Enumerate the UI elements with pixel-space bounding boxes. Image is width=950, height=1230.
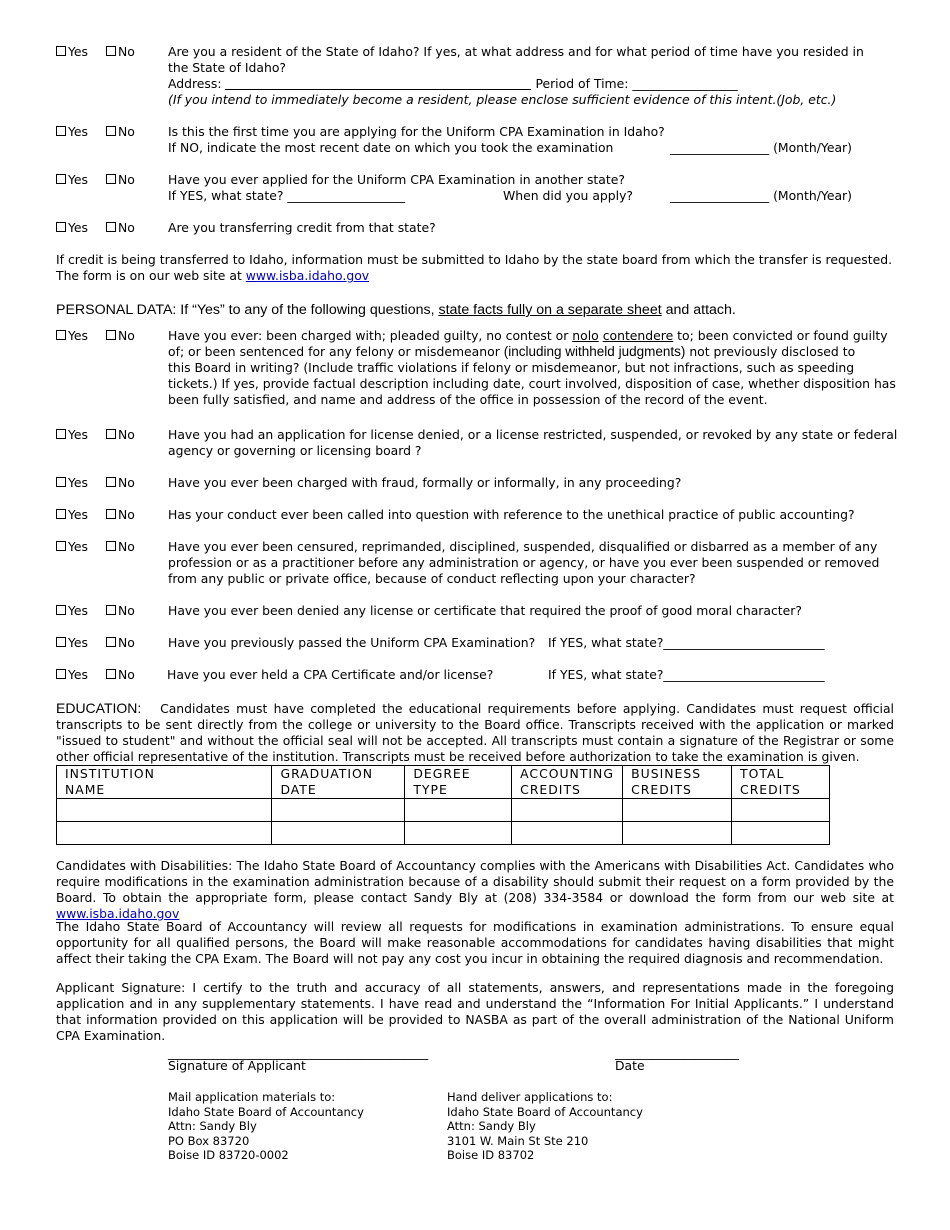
table-cell[interactable] (512, 799, 623, 822)
other-state-date-field[interactable]: ________________ (Month/Year) (670, 188, 852, 203)
checkbox-icon[interactable] (106, 46, 116, 56)
checkbox-icon[interactable] (106, 669, 116, 679)
table-row (57, 822, 830, 845)
checkbox-icon[interactable] (56, 126, 66, 136)
held-cpa-question: Have you ever held a CPA Certificate and/or license? (167, 667, 494, 682)
checkbox-icon[interactable] (106, 174, 116, 184)
yes-no-transfer[interactable]: Yes No (56, 220, 156, 235)
isba-website-link[interactable]: www.isba.idaho.gov (245, 268, 370, 283)
signature-label: Signature of Applicant (168, 1058, 306, 1073)
checkbox-icon[interactable] (56, 46, 66, 56)
table-cell[interactable] (272, 799, 405, 822)
yes-no-license-denied[interactable]: Yes No (56, 427, 156, 442)
disabilities-section: Candidates with Disabilities: The Idaho State Board of Accountancy complies with the Americans with Disabilities Act. Candidates who require modifications in the examination administration because of a disability should submit their request on a form provided by the Board. To obtain the appropriate form, please contact Sandy Bly at (208) 334-3584 or download the form from our web site at www.isba.idaho.gov (56, 858, 894, 921)
mail-address-block: Mail application materials to: Idaho State Board of Accountancy Attn: Sandy Bly PO Box 83720 Boise ID 83720-0002 (168, 1090, 364, 1162)
yes-no-first-time[interactable]: Yes No (56, 124, 156, 139)
checkbox-icon[interactable] (56, 330, 66, 340)
yes-no-moral-character[interactable]: Yes No (56, 603, 156, 618)
checkbox-icon[interactable] (106, 222, 116, 232)
table-row (57, 799, 830, 822)
residency-question: Are you a resident of the State of Idaho? If yes, at what address and for what period of time have you resided in the State of Idaho? Address: Period of Time: _________________ (If you intend to immediately become a resident, please enclose sufficient evidence of this intent.(Job, etc.) (168, 44, 864, 107)
when-apply-label: When did you apply? (503, 188, 634, 203)
checkbox-icon[interactable] (56, 605, 66, 615)
checkbox-icon[interactable] (56, 222, 66, 232)
conduct-question: Has your conduct ever been called into question with reference to the unethical practice of public accounting? (168, 507, 855, 522)
checkbox-icon[interactable] (56, 541, 66, 551)
table-cell[interactable] (732, 799, 830, 822)
moral-character-question: Have you ever been denied any license or certificate that required the proof of good moral character? (168, 603, 802, 618)
applicant-signature-statement: Applicant Signature: I certify to the truth and accuracy of all statements, answers, and representations made in the foregoing application and in any supplementary statements. I have read and understand the “Information For Initial Applicants.” I understand that information provided on this application will be provided to NASBA as part of the overall administration of the National Uniform CPA Examination. (56, 980, 894, 1043)
yes-no-charged[interactable]: Yes No (56, 328, 156, 343)
education-table-header (57, 766, 830, 799)
checkbox-icon[interactable] (56, 669, 66, 679)
col-graduation-date: GRADUATION DATE (272, 766, 405, 799)
transfer-info: If credit is being transferred to Idaho, information must be submitted to Idaho by the state board from which the transfer is requested. The form is on our web site at www.isba.idaho.gov (56, 252, 893, 283)
hand-deliver-address-block: Hand deliver applications to: Idaho State Board of Accountancy Attn: Sandy Bly 3101 W. Main St Ste 210 Boise ID 83702 (447, 1090, 643, 1162)
disabilities-review: The Idaho State Board of Accountancy will review all requests for modifications in examination administrations. To ensure equal opportunity for all qualified persons, the Board will make reasonable accommodations for candidates having disabilities that might affect their taking the CPA Exam. The Board will not pay any cost you incur in obtaining the required diagnosis and recommendation. (56, 919, 894, 966)
checkbox-icon[interactable] (106, 477, 116, 487)
checkbox-icon[interactable] (56, 509, 66, 519)
col-institution-name: INSTITUTION NAME (57, 766, 272, 799)
col-degree-type: DEGREE TYPE (405, 766, 512, 799)
checkbox-icon[interactable] (106, 429, 116, 439)
fraud-question: Have you ever been charged with fraud, formally or informally, in any proceeding? (168, 475, 682, 490)
personal-data-heading: PERSONAL DATA: If “Yes” to any of the following questions, state facts fully on a separate sheet and attach. (56, 302, 736, 318)
table-cell[interactable] (57, 799, 272, 822)
passed-cpa-state-field[interactable]: If YES, what state?__________________________ (548, 635, 825, 650)
table-cell[interactable] (57, 822, 272, 845)
yes-no-other-state[interactable]: Yes No (56, 172, 156, 187)
table-cell[interactable] (512, 822, 623, 845)
checkbox-icon[interactable] (56, 174, 66, 184)
yes-no-censured[interactable]: Yes No (56, 539, 156, 554)
col-accounting-credits: ACCOUNTING CREDITS (512, 766, 623, 799)
yes-no-held-cpa[interactable]: Yes No (56, 667, 156, 682)
checkbox-icon[interactable] (106, 330, 116, 340)
held-cpa-state-field[interactable]: If YES, what state?__________________________ (548, 667, 825, 682)
date-label: Date (615, 1058, 645, 1073)
license-denied-question: Have you had an application for license denied, or a license restricted, suspended, or revoked by any state or federal agency or governing or licensing board ? (168, 427, 898, 458)
address-field[interactable] (225, 77, 531, 90)
charged-question: Have you ever: been charged with; pleaded guilty, no contest or nolo contendere to; been convicted or found guilty of; or been sentenced for any felony or misdemeanor (including withheld judgments) not previously disclosed to this Board in writing? (Include traffic violations if felony or misdemeanor, but not infractions, such as speeding tickets.) If yes, provide factual description including date, court involved, disposition of case, whether disposition has been fully satisfied, and name and address of the office in possession of the record of the event. (168, 328, 896, 407)
period-of-time-field[interactable]: Period of Time: _________________ (535, 76, 738, 91)
isba-website-link[interactable]: www.isba.idaho.gov (56, 906, 180, 921)
transfer-question: Are you transferring credit from that state? (168, 220, 436, 235)
table-cell[interactable] (405, 822, 512, 845)
yes-no-conduct[interactable]: Yes No (56, 507, 156, 522)
table-cell[interactable] (623, 799, 732, 822)
table-cell[interactable] (732, 822, 830, 845)
table-cell[interactable] (272, 822, 405, 845)
checkbox-icon[interactable] (56, 429, 66, 439)
censured-question: Have you ever been censured, reprimanded, disciplined, suspended, disqualified or disbarred as a member of any profession or as a practitioner before any administration or agency, or have you ever been suspended or removed from any public or private office, because of conduct reflecting upon your character? (168, 539, 880, 586)
checkbox-icon[interactable] (106, 126, 116, 136)
col-business-credits: BUSINESS CREDITS (623, 766, 732, 799)
checkbox-icon[interactable] (106, 637, 116, 647)
yes-no-passed-cpa[interactable]: Yes No (56, 635, 156, 650)
col-total-credits: TOTAL CREDITS (732, 766, 830, 799)
education-table (56, 765, 830, 845)
first-time-date-field[interactable]: ________________ (Month/Year) (670, 140, 852, 155)
checkbox-icon[interactable] (106, 605, 116, 615)
yes-no-fraud[interactable]: Yes No (56, 475, 156, 490)
signature-field[interactable]: __________________________________________ (168, 1045, 429, 1060)
checkbox-icon[interactable] (56, 637, 66, 647)
date-field[interactable]: ____________________ (615, 1045, 739, 1060)
checkbox-icon[interactable] (106, 509, 116, 519)
table-cell[interactable] (623, 822, 732, 845)
other-state-question: Have you ever applied for the Uniform CPA Examination in another state? If YES, what state? ___________________ (168, 172, 625, 203)
checkbox-icon[interactable] (106, 541, 116, 551)
yes-no-residency[interactable]: Yes No (56, 44, 156, 59)
passed-cpa-question: Have you previously passed the Uniform CPA Examination? (168, 635, 536, 650)
table-cell[interactable] (405, 799, 512, 822)
checkbox-icon[interactable] (56, 477, 66, 487)
other-state-field[interactable]: If YES, what state? ___________________ (168, 188, 406, 203)
education-section: EDUCATION: Candidates must have completed the educational requirements before applying. Candidates must request official transcripts to be sent directly from the college or university to the Board office. Transcripts received with the application or marked "issued to student" and without the official seal will not be accepted. All transcripts must contain a signature of the Registrar or some other official representative of the institution. Transcripts must be received before authorization to take the examination is given. (56, 700, 895, 764)
first-time-question: Is this the first time you are applying for the Uniform CPA Examination in Idaho? If NO, indicate the most recent date on which you took the examination (168, 124, 665, 155)
